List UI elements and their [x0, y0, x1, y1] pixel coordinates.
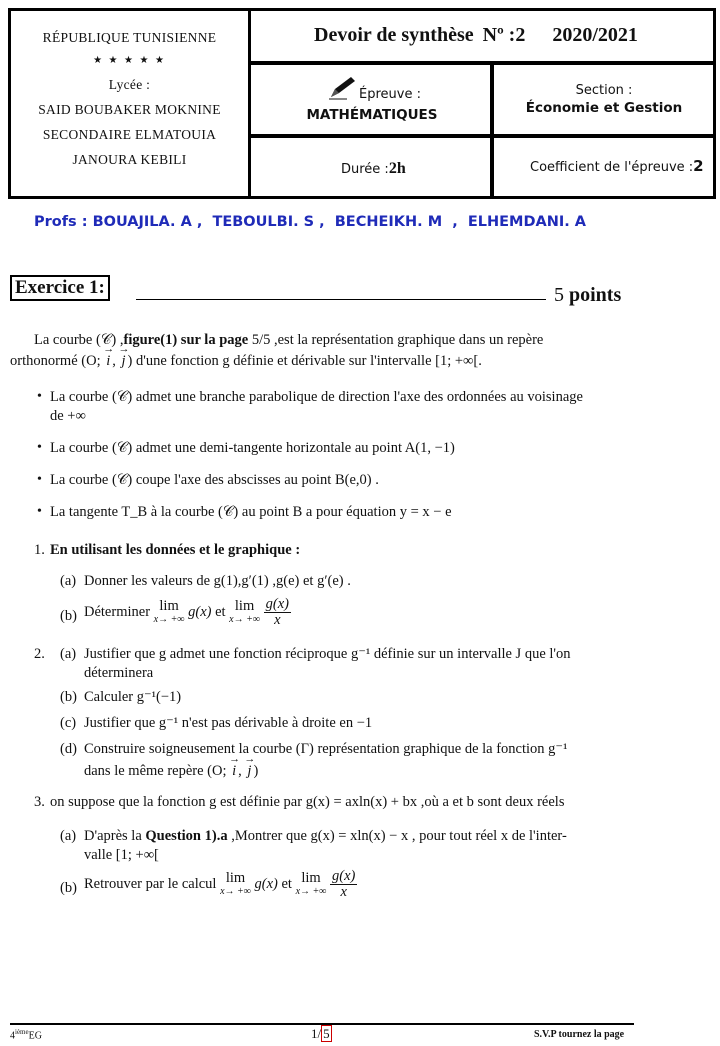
epreuve-value: MATHÉMATIQUES — [306, 107, 438, 123]
header-section-box — [491, 62, 716, 137]
q2c-text: Justifier que g⁻¹ n'est pas dérivable à droite en −1 — [84, 715, 373, 731]
header-epreuve-box — [248, 62, 493, 137]
school-line-2: SECONDAIRE ELMATOUIA — [42, 127, 217, 142]
q1b-label: (b) — [60, 608, 77, 624]
q2d-label: (d) — [60, 741, 77, 757]
q3a-text: D'après la Question 1).a ,Montrer que g(x) = xln(x) − x , pour tout réel x de l'inter- — [84, 828, 567, 844]
q3a-label: (a) — [60, 828, 77, 844]
exercise-rule — [136, 299, 546, 300]
bullet-dot: • — [37, 440, 42, 455]
header-duree-box — [248, 135, 493, 199]
q3b-label: (b) — [60, 880, 77, 896]
limit-2: lim x→ +∞ — [229, 597, 260, 625]
q1a-label: (a) — [60, 573, 77, 589]
epreuve-label: Épreuve : — [359, 87, 421, 102]
footer-level: 4ièmeEG — [10, 1028, 42, 1042]
q2a-text: Justifier que g admet une fonction réciproque g⁻¹ définie sur un intervalle J que l'on — [84, 646, 571, 662]
points-number: 5 — [554, 284, 564, 306]
q2d-text: Construire soigneusement la courbe (Γ) représentation graphique de la fonction g⁻¹ — [84, 741, 568, 757]
q1b-text: Déterminer lim x→ +∞ g(x) et lim x→ +∞ $\frac{g(x)}{x}$ — [84, 596, 289, 629]
vector-i: → i — [104, 352, 112, 371]
bullet-text: La courbe (𝒞) coupe l'axe des abscisses au point B(e,0) . — [50, 472, 379, 488]
intro-line-1: La courbe (𝒞) ,figure(1) sur la page 5/5 ,est la représentation graphique dans un repère — [34, 332, 544, 348]
q3b-text: Retrouver par le calcul lim x→ +∞ g(x) et lim x→ +∞ $\frac{g(x)}{x}$ — [84, 868, 356, 901]
q2-number: 2. — [34, 646, 45, 662]
footer-next-page: S.V.P tournez la page — [534, 1029, 625, 1040]
bullet-text: La courbe (𝒞) admet une demi-tangente horizontale au point A(1, −1) — [50, 440, 455, 456]
q2d-text-cont: dans le même repère (O; → i , → j ) — [84, 762, 258, 781]
pencil-icon — [327, 75, 359, 101]
section-label: Section : — [575, 83, 633, 98]
fraction-gx-over-x: $\frac{g(x)}{x}$ — [332, 868, 356, 901]
bullet-text-cont: de +∞ — [50, 408, 86, 424]
bullet-dot: • — [37, 504, 42, 519]
coef-label: Coefficient de l'épreuve : — [530, 160, 694, 175]
school-line-1: SAID BOUBAKER MOKNINE — [38, 102, 221, 117]
duree-value: 2h — [388, 160, 406, 177]
q2a-text-cont: déterminera — [84, 665, 154, 681]
q1a-text: Donner les valeurs de g(1),g′(1) ,g(e) et g′(e) . — [84, 573, 351, 589]
coef-value: 2 — [693, 157, 704, 175]
section-value: Économie et Gestion — [525, 100, 683, 116]
q3-text: on suppose que la fonction g est définie par g(x) = axln(x) + bx ,où a et b sont deux réels — [50, 794, 565, 810]
q2a-label: (a) — [60, 646, 77, 662]
stars: ★ ★ ★ ★ ★ — [93, 55, 166, 66]
school-line-3: JANOURA KEBILI — [72, 152, 187, 167]
q3a-text-cont: valle [1; +∞[ — [84, 847, 159, 863]
footer-page-number: 1/ 5 — [311, 1026, 330, 1041]
bullet-text: La tangente T_B à la courbe (𝒞) au point B a pour équation y = x − e — [50, 504, 452, 520]
q2b-text: Calculer g⁻¹(−1) — [84, 689, 182, 705]
header-coef-box — [491, 135, 716, 199]
duree-label: Durée : — [341, 162, 389, 177]
header-title-box — [248, 8, 716, 64]
lycee-label: Lycée : — [108, 77, 151, 92]
profs-line: Profs : BOUAJILA. A , TEBOULBI. S , BECHEIKH. M , ELHEMDANI. A — [34, 214, 587, 230]
q1-title: En utilisant les données et le graphique : — [50, 542, 301, 558]
bullet-dot: • — [37, 472, 42, 487]
header-school-box — [8, 8, 251, 199]
q2b-label: (b) — [60, 689, 77, 705]
exam-title: Devoir de synthèse — [314, 24, 474, 46]
fraction-gx-over-x: $\frac{g(x)}{x}$ — [265, 596, 289, 629]
vector-j: → j — [120, 352, 128, 371]
limit-4: lim x→ +∞ — [295, 869, 327, 897]
exercise-title: Exercice 1: — [10, 275, 110, 301]
limit-1: lim x→ +∞ — [153, 597, 185, 625]
limit-3: lim x→ +∞ — [220, 869, 251, 897]
country: RÉPUBLIQUE TUNISIENNE — [42, 30, 217, 45]
bullet-dot: • — [37, 389, 42, 404]
intro-line-2: orthonormé (O; → i , → j ) d'une fonction g définie et dérivable sur l'intervalle [1; +∞[. — [10, 352, 482, 371]
q2c-label: (c) — [60, 715, 77, 731]
exam-year: 2020/2021 — [552, 24, 638, 46]
points-word: points — [569, 284, 622, 306]
q1-number: 1. — [34, 542, 45, 558]
q3-number: 3. — [34, 794, 45, 810]
exam-number: Nº :2 — [482, 24, 526, 46]
bullet-text: La courbe (𝒞) admet une branche parabolique de direction l'axe des ordonnées au voisinage — [50, 389, 583, 405]
